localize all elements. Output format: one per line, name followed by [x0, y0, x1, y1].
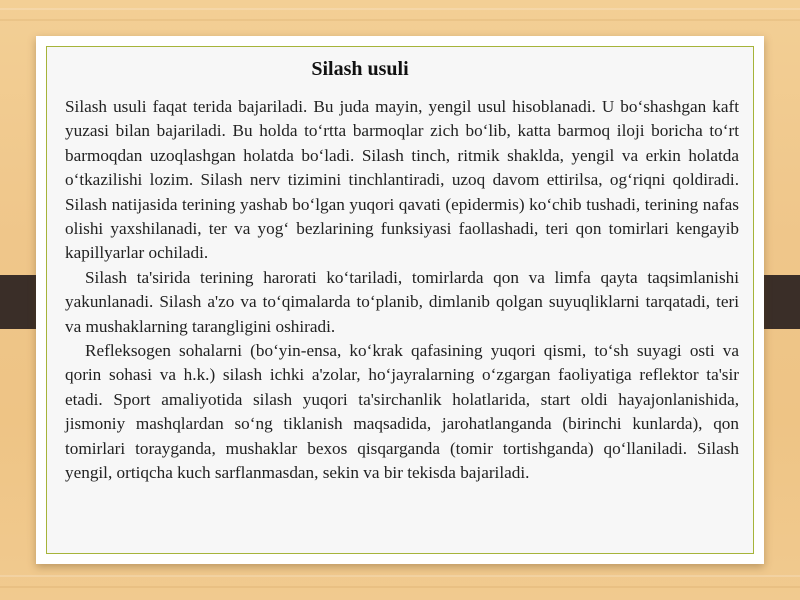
paragraph-3: Refleksogen sohalarni (bo‘yin-ensa, ko‘krak qafasining yuqori qismi, to‘sh suyagi osti va qorin sohasi va h.k.) silash ichki a'zolar, ho‘jayralarning o‘zgargan faoliyatiga reflektor ta'sir etadi. Sport amaliyotida silash yuqori ta'sirchanlik holatlarida, start oldi hayajonlanishida, jismoniy mashqlardan so‘ng tiklanish maqsadida, jarohatlanganda (birinchi kunlarda), qon tomirlari torayganda, mushaklar bexos qisqarganda (tomir tortishganda) qo‘llaniladi. Silash yengil, ortiqcha kuch sarflanmasdan, sekin va bir tekisda bajariladi. [65, 341, 739, 483]
slide-frame [46, 46, 754, 554]
left-accent-bar [0, 275, 38, 329]
right-accent-bar [762, 275, 800, 329]
paragraph-1: Silash usuli faqat terida bajariladi. Bu juda mayin, yengil usul hisoblanadi. U bo‘shashgan kaft yuzasi bilan bajariladi. Bu holda to‘rtta barmoqlar zich bo‘lib, katta barmoq iloji boricha to‘rt barmoqdan uzoqlashgan holatda bo‘ladi. Silash tinch, ritmik shaklda, yengil va erkin holatda o‘tkazilishi lozim. Silash nerv tizimini tinchlantiradi, uzoq davom ettirilsa, og‘riqni qoldiradi. Silash natijasida terining yashab bo‘lgan yuqori qavati (epidermis) ko‘chib tushadi, terining nafas olishi yaxshilanadi, ter va yog‘ bezlarining funksiyasi faollashadi, teri qon tomirlari kengayib kapillyarlar ochiladi. [65, 97, 739, 263]
slide-title: Silash usuli [311, 58, 409, 80]
body-text [65, 95, 739, 486]
paragraph-2: Silash ta'sirida terining harorati ko‘tariladi, tomirlarda qon va limfa qayta taqsimlanishi yakunlanadi. Silash a'zo va to‘qimalarda to‘planib, dimlanib qolgan suyuqliklarni tarqatadi, teri va mushaklarning tarangligini oshiradi. [65, 267, 739, 336]
slide-card [36, 36, 764, 564]
